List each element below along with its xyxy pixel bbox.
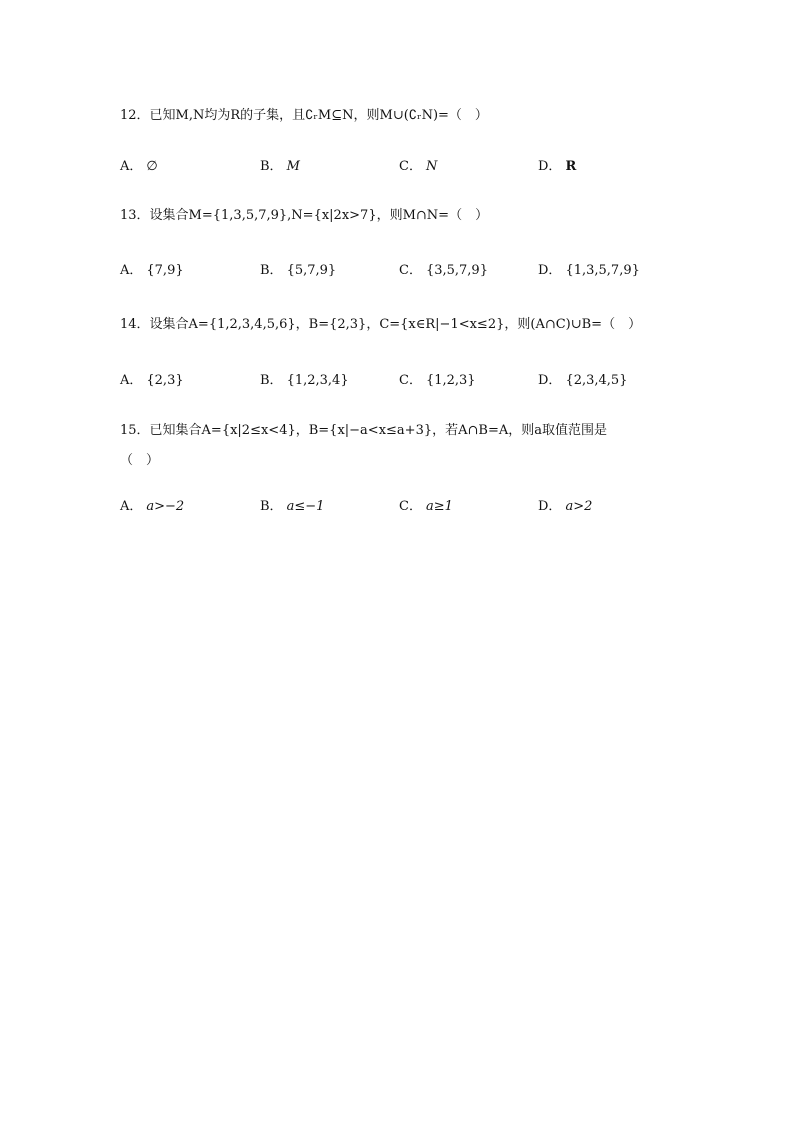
option-label: B． <box>260 373 283 388</box>
option-value: {1,3,5,7,9} <box>565 263 640 278</box>
question-13-option-a[interactable] <box>120 261 184 281</box>
option-value: R <box>565 159 577 174</box>
option-label: B． <box>260 499 283 514</box>
option-value: {2,3,4,5} <box>565 373 628 388</box>
option-value: N <box>425 159 438 174</box>
question-14-option-d[interactable] <box>538 371 627 391</box>
question-15-option-c[interactable] <box>399 497 453 517</box>
option-label: C． <box>399 159 422 174</box>
question-12-text: 12．已知M,N均为R的子集，且∁ᵣM⊆N，则M∪(∁ᵣN)=（ ） <box>120 108 488 123</box>
question-15-text-continuation: （ ） <box>120 453 160 468</box>
option-value: a≥1 <box>425 499 453 514</box>
option-value: {2,3} <box>146 373 184 388</box>
question-15-text: 15．已知集合A={x|2≤x<4}，B={x|−a<x≤a+3}，若A∩B=A，则a取值范围是 <box>120 423 607 438</box>
question-15-options <box>120 497 680 517</box>
question-13-option-c[interactable] <box>399 261 488 281</box>
question-13-stem <box>120 206 680 226</box>
option-value: {1,2,3} <box>425 373 476 388</box>
option-label: B． <box>260 159 283 174</box>
question-14-option-c[interactable] <box>399 371 476 391</box>
option-label: D． <box>538 373 562 388</box>
option-value: {3,5,7,9} <box>425 263 488 278</box>
option-label: A． <box>120 373 143 388</box>
question-14-option-b[interactable] <box>260 371 349 391</box>
option-label: D． <box>538 159 562 174</box>
question-14-options <box>120 371 680 391</box>
question-12-option-a[interactable] <box>120 157 158 177</box>
question-12-option-c[interactable] <box>399 157 437 177</box>
option-value: a≤−1 <box>286 499 325 514</box>
option-value: {5,7,9} <box>286 263 337 278</box>
question-13-options <box>120 261 680 281</box>
option-value: M <box>286 159 300 174</box>
option-label: D． <box>538 499 562 514</box>
option-label: C． <box>399 263 422 278</box>
option-value: {7,9} <box>146 263 184 278</box>
option-label: A． <box>120 159 143 174</box>
option-value: a>2 <box>565 499 593 514</box>
question-14-option-a[interactable] <box>120 371 184 391</box>
question-13-text: 13．设集合M={1,3,5,7,9},N={x|2x>7}，则M∩N=（ ） <box>120 208 489 223</box>
option-value: {1,2,3,4} <box>286 373 349 388</box>
option-label: C． <box>399 499 422 514</box>
question-12-option-b[interactable] <box>260 157 300 177</box>
question-15-option-b[interactable] <box>260 497 324 517</box>
question-12-options <box>120 157 680 177</box>
option-label: B． <box>260 263 283 278</box>
option-value: ∅ <box>146 159 158 174</box>
question-13-option-d[interactable] <box>538 261 640 281</box>
question-12-option-d[interactable] <box>538 157 576 177</box>
option-value: a>−2 <box>146 499 185 514</box>
option-label: C． <box>399 373 422 388</box>
question-15-stem <box>120 421 680 471</box>
question-14-stem <box>120 315 680 335</box>
question-15-option-a[interactable] <box>120 497 184 517</box>
question-12-stem <box>120 106 680 126</box>
question-14-text: 14．设集合A={1,2,3,4,5,6}，B={2,3}，C={x∈R|−1<x≤2}，则(A∩C)∪B=（ ） <box>120 317 642 332</box>
option-label: A． <box>120 499 143 514</box>
option-label: A． <box>120 263 143 278</box>
option-label: D． <box>538 263 562 278</box>
question-15-option-d[interactable] <box>538 497 592 517</box>
question-13-option-b[interactable] <box>260 261 336 281</box>
